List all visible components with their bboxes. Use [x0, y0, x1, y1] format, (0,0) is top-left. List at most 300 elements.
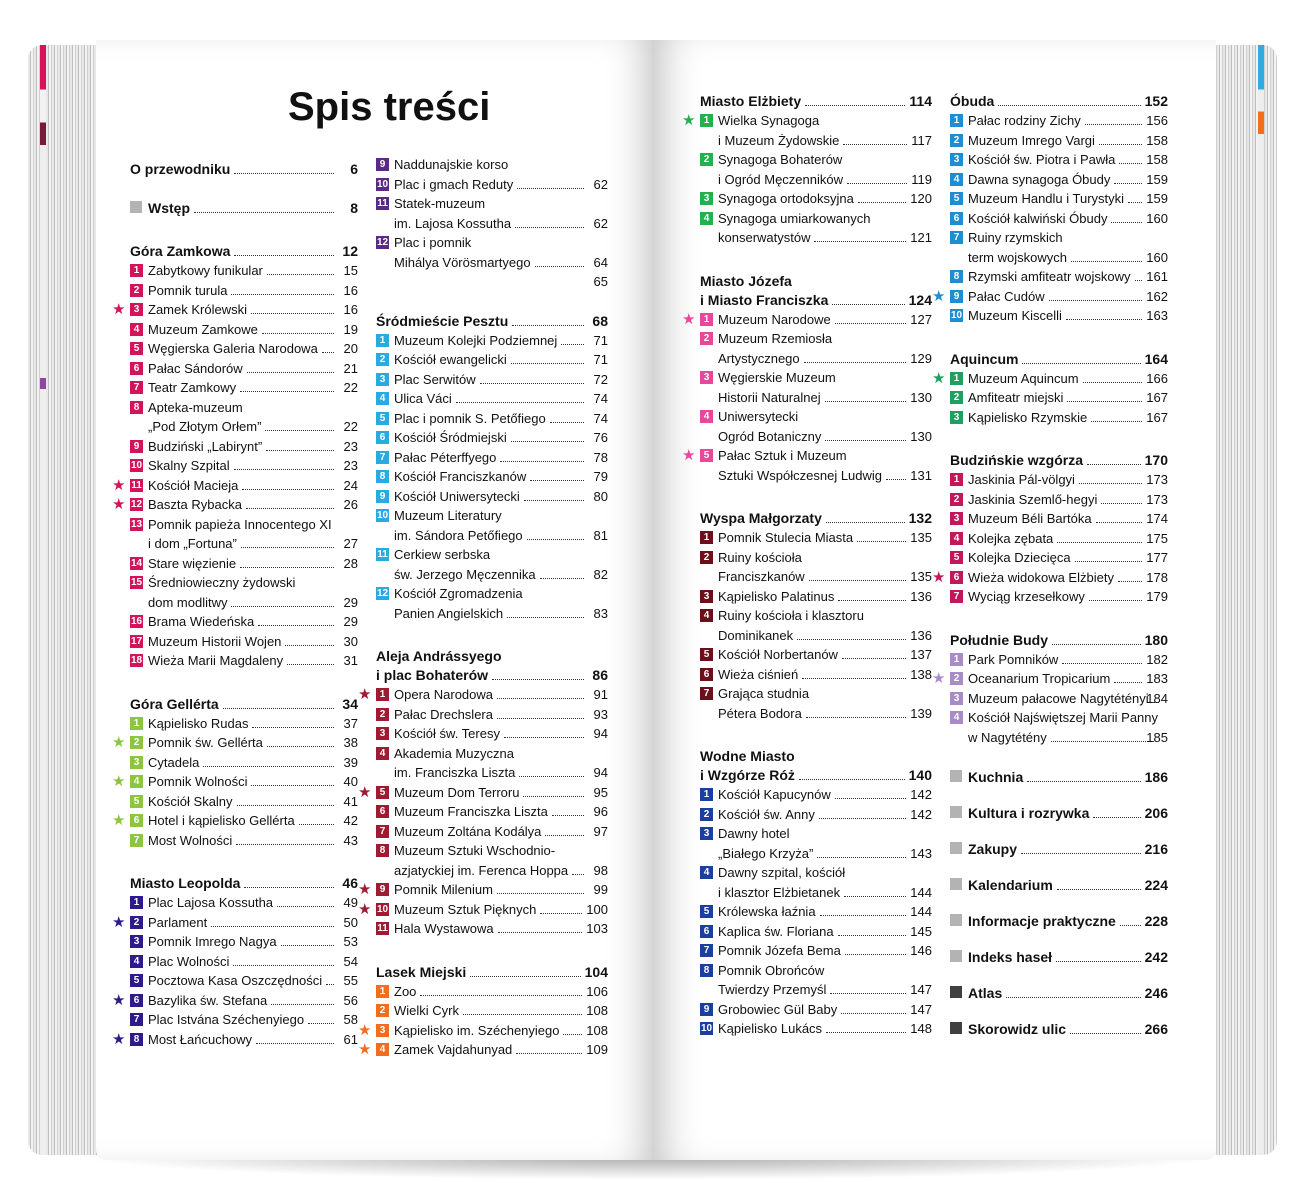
section-header[interactable] [130, 695, 358, 714]
entry-page: 182 [1146, 651, 1168, 667]
toc-entry[interactable] [682, 111, 932, 150]
entry-label [968, 111, 1146, 131]
toc-entry[interactable] [950, 490, 1168, 510]
toc-entry[interactable] [700, 528, 932, 548]
toc-entry[interactable] [130, 651, 358, 671]
entry-number: 10 [130, 460, 143, 471]
entry-title-2: im. Franciszka Liszta [394, 765, 516, 780]
toc-entry[interactable] [376, 724, 608, 744]
section-page: 8 [350, 200, 358, 216]
entry-number: 1 [700, 114, 713, 127]
entry-page: 22 [343, 419, 358, 434]
dot-leader [1066, 318, 1142, 320]
toc-entry[interactable] [700, 805, 932, 825]
entry-title: Kościół Norbertanów [718, 647, 838, 662]
entry-page: 72 [593, 371, 608, 387]
entry-label [968, 369, 1146, 389]
entry-title: Baszta Rybacka [148, 497, 242, 512]
toc-entry[interactable] [376, 919, 608, 939]
toc-entry[interactable] [130, 612, 358, 632]
entry-title-2: i klasztor Elżbietanek [718, 884, 841, 900]
toc-entry[interactable] [700, 941, 932, 961]
section-title: Kuchnia [968, 769, 1024, 785]
toc-entry[interactable] [376, 350, 608, 370]
section-page: 180 [1144, 631, 1168, 648]
toc-entry[interactable] [130, 515, 358, 554]
entry-title: Plac Serwitów [394, 371, 476, 387]
toc-entry[interactable] [700, 368, 932, 407]
toc-entry[interactable] [376, 487, 608, 507]
toc-entry[interactable] [130, 893, 358, 913]
dot-leader [233, 964, 334, 966]
entry-label [148, 971, 338, 991]
section-header-line1[interactable] [376, 647, 608, 666]
entry-page: 147 [910, 982, 932, 997]
entry-title-2: Pétera Bodora [718, 705, 802, 721]
toc-entry[interactable] [950, 548, 1168, 568]
entry-label [718, 1000, 910, 1020]
toc-entry[interactable] [950, 209, 1168, 229]
entry-label [148, 300, 338, 320]
section-title: Góra Zamkowa [130, 243, 231, 259]
entry-number: 14 [130, 557, 143, 569]
entry-title: Uniwersytecki [718, 409, 799, 424]
entry-number: 5 [130, 974, 143, 987]
entry-title: Jaskinia Pál-völgyi [968, 472, 1075, 487]
toc-entry[interactable] [950, 408, 1168, 428]
toc-entry[interactable] [130, 753, 358, 773]
dot-leader [825, 400, 907, 402]
entry-title: Pomnik papieża Innocentego XI [148, 516, 332, 532]
entry-label-wrap [394, 545, 588, 584]
toc-entry[interactable] [130, 952, 358, 972]
entry-number: 13 [130, 518, 143, 530]
toc-entry[interactable] [950, 131, 1168, 151]
toc-entry[interactable] [950, 306, 1168, 326]
toc-entry[interactable] [358, 880, 608, 900]
entry-title: Kościół ewangelicki [394, 352, 507, 367]
entry-number: 3 [130, 756, 143, 769]
entry-label [148, 612, 338, 632]
toc-entry[interactable] [950, 150, 1168, 170]
toc-entry[interactable] [700, 902, 932, 922]
entry-title: Synagoga Bohaterów [718, 152, 843, 167]
entry-page: 62 [593, 215, 608, 231]
toc-entry[interactable] [376, 370, 608, 390]
entry-label [148, 320, 338, 340]
toc-entry[interactable] [112, 811, 358, 831]
toc-entry[interactable] [112, 476, 358, 496]
toc-entry[interactable] [700, 189, 932, 209]
section-label [968, 1020, 1145, 1039]
toc-entry[interactable] [950, 529, 1168, 549]
entry-page: 148 [910, 1021, 932, 1036]
extra-section[interactable] [950, 804, 1168, 823]
dot-leader [802, 677, 906, 679]
dot-leader [480, 382, 584, 384]
toc-entry[interactable] [112, 913, 358, 933]
section-header[interactable] [376, 312, 608, 331]
entry-number: 4 [130, 775, 143, 788]
entry-number: 5 [700, 449, 713, 462]
entry-title: Muzeum Zoltána Kodálya [394, 823, 542, 839]
entry-number: 5 [130, 342, 143, 355]
section-header-line1[interactable] [700, 747, 932, 766]
entry-line2 [394, 763, 588, 783]
toc-entry[interactable] [950, 111, 1168, 131]
section-title: Miasto Elżbiety [700, 93, 802, 109]
toc-entry[interactable] [700, 329, 932, 368]
toc-entry[interactable] [358, 900, 608, 920]
dot-leader [251, 312, 334, 314]
toc-entry[interactable] [950, 388, 1168, 408]
entry-number: 3 [950, 692, 963, 705]
entry-label [968, 209, 1146, 229]
dark-square-icon [950, 986, 962, 998]
section-header[interactable] [130, 160, 358, 179]
toc-entry[interactable] [376, 194, 608, 233]
toc-entry[interactable] [376, 982, 608, 1002]
toc-entry[interactable] [130, 714, 358, 734]
toc-entry[interactable] [682, 310, 932, 330]
entry-number: 10 [376, 903, 389, 915]
entry-number: 2 [950, 493, 963, 506]
toc-entry[interactable] [700, 548, 932, 587]
entry-label [718, 824, 910, 863]
toc-entry[interactable] [376, 545, 608, 584]
entry-title: Wielka Synagoga [718, 113, 820, 128]
entry-title: Wieża ciśnień [718, 666, 799, 682]
dot-leader [835, 797, 907, 799]
toc-entry[interactable] [376, 428, 608, 448]
entry-page: 178 [1146, 569, 1168, 585]
entry-label-wrap [394, 233, 588, 272]
toc-entry[interactable] [358, 1040, 608, 1060]
entry-label [968, 150, 1146, 170]
toc-entry[interactable] [130, 632, 358, 652]
entry-title-2: dom modlitwy [148, 594, 228, 610]
toc-entry[interactable] [376, 1001, 608, 1021]
toc-entry[interactable] [376, 175, 608, 195]
entry-title: Zoo [394, 983, 417, 999]
toc-entry[interactable] [700, 922, 932, 942]
toc-entry[interactable] [130, 339, 358, 359]
entry-label-wrap [718, 329, 910, 368]
entry-number: 2 [376, 1004, 389, 1017]
entry-title: Kościół Macieja [148, 477, 239, 493]
extra-section[interactable] [950, 840, 1168, 859]
toc-entry[interactable] [376, 155, 608, 175]
section-title: Wyspa Małgorzaty [700, 510, 822, 526]
entry-number: 3 [130, 935, 143, 948]
entry-number: 4 [700, 609, 713, 622]
entry-label [394, 487, 588, 507]
gray-square-icon [950, 770, 962, 782]
toc-entry[interactable] [358, 1021, 608, 1041]
section-label [968, 912, 1145, 931]
section-title: Indeks haseł [968, 949, 1053, 965]
toc-entry[interactable] [112, 495, 358, 515]
toc-entry[interactable] [700, 209, 932, 248]
toc-entry[interactable] [112, 733, 358, 753]
extra-section[interactable] [950, 948, 1168, 967]
entry-label [394, 919, 586, 939]
toc-entry[interactable] [130, 261, 358, 281]
entry-page: 80 [593, 488, 608, 504]
entry-number: 6 [700, 925, 713, 938]
dot-leader [1062, 662, 1142, 664]
entry-number: 4 [130, 955, 143, 968]
toc-entry[interactable] [950, 650, 1168, 670]
entry-title: Cerkiew serbska [394, 547, 491, 562]
toc-column-3 [682, 92, 932, 1039]
entry-number: 5 [376, 412, 389, 425]
toc-entry[interactable] [376, 409, 608, 429]
toc-entry[interactable] [376, 744, 608, 783]
dot-leader [244, 886, 334, 888]
entry-title: Most Wolności [148, 832, 233, 848]
toc-entry[interactable] [376, 233, 608, 272]
extra-section[interactable] [950, 768, 1168, 787]
entry-label [394, 982, 586, 1002]
star-icon: ★ [112, 773, 126, 790]
section-label [950, 92, 1145, 111]
toc-entry[interactable] [932, 568, 1168, 588]
toc-entry[interactable] [130, 398, 358, 437]
section-header[interactable] [950, 631, 1168, 650]
toc-entry[interactable] [130, 281, 358, 301]
toc-entry[interactable] [112, 991, 358, 1011]
toc-entry[interactable] [700, 785, 932, 805]
toc-entry[interactable] [932, 287, 1168, 307]
toc-entry[interactable] [700, 606, 932, 645]
extra-section[interactable] [950, 912, 1168, 931]
toc-entry[interactable] [376, 506, 608, 545]
section-page: 228 [1144, 913, 1168, 929]
toc-entry[interactable] [932, 369, 1168, 389]
extra-section[interactable] [950, 876, 1168, 895]
entry-title: Plac i gmach Reduty [394, 176, 514, 192]
toc-entry[interactable] [376, 841, 608, 880]
spacer [376, 292, 608, 298]
toc-entry[interactable] [950, 267, 1168, 287]
section-header[interactable] [700, 92, 932, 111]
toc-entry[interactable] [950, 689, 1168, 709]
toc-entry[interactable] [700, 407, 932, 446]
toc-entry[interactable] [130, 320, 358, 340]
toc-entry[interactable] [700, 1000, 932, 1020]
dot-leader [1093, 816, 1140, 818]
toc-entry[interactable] [700, 1019, 932, 1039]
entry-label [148, 573, 338, 612]
dot-leader [814, 240, 906, 242]
entry-number: 5 [376, 786, 389, 799]
dot-leader [540, 577, 584, 579]
entry-number: 11 [377, 198, 388, 209]
toc-entry[interactable] [112, 1030, 358, 1050]
toc-entry[interactable] [130, 971, 358, 991]
dot-leader [1057, 541, 1142, 543]
entry-label [148, 515, 338, 554]
toc-entry[interactable] [682, 446, 932, 485]
toc-entry[interactable] [130, 359, 358, 379]
spacer [950, 607, 1168, 617]
section-header[interactable] [376, 666, 608, 685]
entry-title: Plac Lajosa Kossutha [148, 895, 274, 910]
dot-leader [1099, 143, 1142, 145]
entry-page: 96 [593, 804, 608, 819]
toc-entry[interactable] [112, 300, 358, 320]
toc-entry[interactable] [376, 822, 608, 842]
entry-number: 1 [376, 985, 389, 998]
section-label [700, 92, 909, 111]
toc-entry[interactable] [700, 645, 932, 665]
toc-entry[interactable] [130, 573, 358, 612]
toc-entry[interactable] [376, 389, 608, 409]
section-header[interactable] [130, 874, 358, 893]
dot-leader [470, 975, 580, 977]
toc-entry[interactable] [700, 150, 932, 189]
toc-entry[interactable] [130, 831, 358, 851]
entry-line2 [718, 980, 910, 1000]
section-label [376, 312, 588, 331]
toc-entry[interactable] [932, 669, 1168, 689]
entry-page: 15 [343, 263, 358, 278]
entry-page: 147 [910, 1001, 932, 1017]
entry-title: Muzeum Zamkowe [148, 321, 258, 337]
entry-number: 10 [376, 178, 389, 190]
section-title: Miasto Józefa [700, 272, 792, 289]
toc-entry[interactable] [950, 189, 1168, 209]
extra-section[interactable] [950, 1020, 1168, 1039]
toc-entry[interactable] [700, 824, 932, 863]
entry-page: 71 [593, 332, 608, 348]
dot-leader [517, 187, 584, 189]
entry-number: 12 [376, 588, 389, 599]
section-header[interactable] [950, 451, 1168, 470]
spacer [950, 747, 1168, 751]
entry-title: Średniowieczny żydowski [148, 575, 296, 590]
toc-entry[interactable] [376, 467, 608, 487]
entry-number: 6 [950, 571, 963, 584]
dot-leader [561, 343, 584, 345]
entry-page: 174 [1146, 511, 1168, 526]
entry-label-wrap [718, 111, 911, 150]
dot-leader [519, 775, 584, 777]
section-header[interactable] [700, 509, 932, 528]
toc-entry[interactable] [700, 665, 932, 685]
dot-leader [1089, 599, 1142, 601]
section-page: 104 [584, 963, 608, 980]
entry-title: Kąpielisko Lukács [718, 1021, 823, 1036]
section-header[interactable] [950, 350, 1168, 369]
spacer [700, 723, 932, 733]
toc-entry[interactable] [112, 772, 358, 792]
toc-entry[interactable] [130, 437, 358, 457]
toc-entry[interactable] [950, 509, 1168, 529]
toc-entry[interactable] [950, 228, 1168, 267]
dot-leader [563, 1033, 582, 1035]
toc-entry[interactable] [130, 554, 358, 574]
dot-leader [552, 814, 584, 816]
entry-line2 [968, 728, 1158, 748]
entry-number: 2 [950, 134, 963, 147]
toc-entry[interactable] [950, 587, 1168, 607]
section-title: Wodne Miasto [700, 748, 795, 764]
entry-number: 6 [376, 431, 389, 444]
section-label [968, 840, 1145, 859]
toc-entry[interactable] [358, 783, 608, 803]
entry-number: 1 [130, 717, 143, 730]
extra-section[interactable] [950, 984, 1168, 1003]
toc-entry[interactable] [950, 708, 1168, 747]
dot-leader [1070, 1032, 1141, 1034]
entry-label-wrap [718, 368, 910, 407]
section-header[interactable] [130, 242, 358, 261]
entry-page: 109 [586, 1042, 608, 1057]
section-header[interactable] [700, 766, 932, 785]
section-header[interactable] [376, 963, 608, 982]
toc-entry[interactable] [376, 584, 608, 623]
dot-leader [231, 605, 334, 607]
entry-title: Opera Narodowa [394, 687, 493, 702]
toc-entry[interactable] [700, 587, 932, 607]
entry-number: 3 [950, 411, 963, 424]
entry-title: Muzeum Rzemiosła [718, 331, 833, 346]
entry-label [394, 409, 588, 429]
toc-entry[interactable] [700, 961, 932, 1000]
dot-leader [1049, 299, 1143, 301]
section-header[interactable] [130, 199, 358, 218]
entry-title: Stare więzienie [148, 555, 237, 571]
toc-entry[interactable] [950, 470, 1168, 490]
section-header[interactable] [700, 291, 932, 310]
toc-entry[interactable] [376, 802, 608, 822]
toc-entry[interactable] [130, 456, 358, 476]
dot-leader [456, 401, 584, 403]
toc-entry[interactable] [950, 170, 1168, 190]
dot-leader [231, 293, 334, 295]
entry-page: 144 [910, 884, 932, 900]
entry-title-2: „Białego Krzyża” [718, 845, 814, 861]
toc-entry[interactable] [130, 1010, 358, 1030]
toc-entry[interactable] [376, 448, 608, 468]
toc-entry[interactable] [130, 378, 358, 398]
toc-entry[interactable] [130, 932, 358, 952]
entry-title-2: azjatyckiej im. Ferenca Hoppa [394, 862, 569, 878]
entry-label [394, 841, 588, 880]
section-label [968, 768, 1145, 787]
star-icon: ★ [112, 301, 126, 318]
dot-leader [211, 925, 334, 927]
color-tabs-left [40, 45, 46, 1155]
entry-title: Grająca studnia [718, 686, 810, 701]
entry-page: 81 [593, 527, 608, 543]
entry-number: 1 [376, 688, 389, 701]
section-title-2: i plac Bohaterów [376, 667, 489, 683]
toc-entry[interactable] [376, 331, 608, 351]
toc-entry[interactable] [130, 792, 358, 812]
entry-label [968, 287, 1146, 307]
entry-number: 1 [700, 313, 713, 326]
entry-page: 127 [910, 311, 932, 327]
toc-entry[interactable] [376, 705, 608, 725]
toc-entry[interactable] [358, 685, 608, 705]
section-header[interactable] [950, 92, 1168, 111]
section-header-line1[interactable] [700, 272, 932, 291]
toc-entry[interactable] [700, 863, 932, 902]
toc-entry[interactable] [700, 684, 932, 723]
